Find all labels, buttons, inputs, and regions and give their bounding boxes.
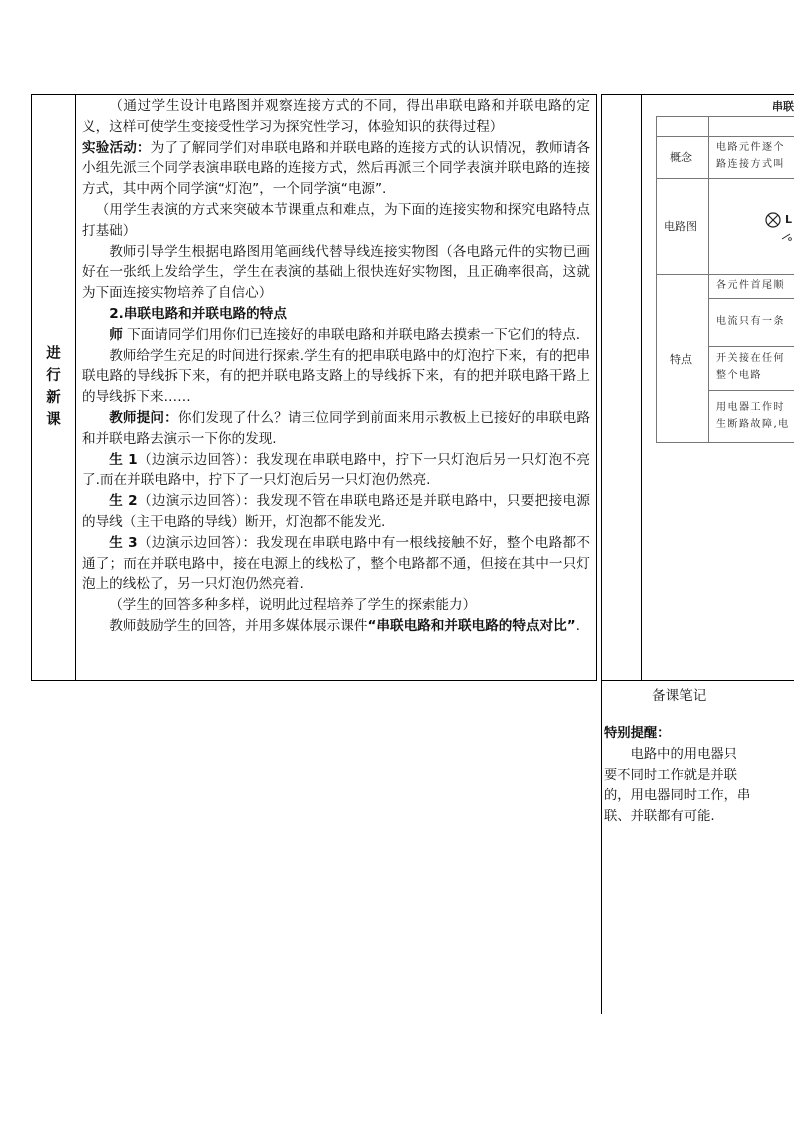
table-row-line-3 bbox=[656, 274, 794, 275]
row-features-label: 特点 bbox=[670, 353, 692, 366]
table-row-line-2 bbox=[656, 178, 794, 179]
notes-line-4: 联、并联都有可能. bbox=[604, 809, 715, 825]
feature-2: 电流只有一条 bbox=[716, 316, 785, 327]
paragraph-experiment bbox=[82, 138, 590, 200]
feature-3-line-2: 整个电路 bbox=[716, 370, 762, 381]
student-1-label: 生 1 bbox=[109, 451, 138, 468]
row-concept-text-1: 电路元件逐个 bbox=[716, 142, 785, 153]
feature-4-line-1: 用电器工作时 bbox=[716, 402, 785, 413]
paragraph-performance-note: （用学生表演的方式来突破本节课重点和难点，为下面的连接实物和探究电路特点打基础） bbox=[82, 201, 590, 239]
diagram-lamp-label: L bbox=[785, 213, 793, 226]
table-row-line-5 bbox=[708, 346, 794, 347]
question-label: 教师提问： bbox=[109, 409, 178, 426]
table-row-line-4 bbox=[708, 298, 794, 299]
teacher-label: 师 bbox=[109, 326, 123, 343]
comparison-table-header: 串联 bbox=[772, 100, 794, 113]
notes-top-border bbox=[601, 94, 794, 95]
notes-left-border bbox=[601, 94, 602, 1014]
notes-box-bottom bbox=[601, 680, 794, 681]
feature-3-line-1: 开关接在任何 bbox=[716, 353, 785, 364]
lamp-icon bbox=[766, 213, 780, 227]
student-3-label: 生 3 bbox=[109, 534, 138, 551]
table-label-divider bbox=[75, 94, 76, 681]
notes-line-3: 的，用电器同时工作，串 bbox=[604, 788, 751, 804]
paragraph-student-1: 生 1（边演示边回答）：我发现在串联电路中，拧下一只灯泡后另一只灯泡不亮了.而在并联电路中，拧下了一只灯泡后另一只灯泡仍然亮. bbox=[82, 451, 590, 489]
table-bottom-border bbox=[31, 680, 597, 681]
notes-inner-border bbox=[641, 94, 642, 680]
paragraph-teacher: 师 下面请同学们用你们已连接好的串联电路和并联电路去摸索一下它们的特点. bbox=[109, 326, 581, 343]
feature-4-line-2: 生断路故障,电 bbox=[716, 419, 790, 430]
table-row-line-1 bbox=[656, 136, 794, 137]
row-diagram-label: 电路图 bbox=[664, 220, 697, 233]
experiment-label: 实验活动： bbox=[82, 139, 151, 156]
table-col-line-left bbox=[656, 116, 657, 443]
courseware-title: “串联电路和并联电路的特点对比” bbox=[367, 617, 576, 634]
row-concept-label: 概念 bbox=[670, 151, 692, 164]
notes-label: 特别提醒： bbox=[604, 726, 671, 741]
notes-body bbox=[604, 724, 756, 828]
paragraph-design-note: （通过学生设计电路图并观察连接方式的不同，得出串联电路和并联电路的定义，这样可使学生变接受性学习为探究性学习，体验知识的获得过程） bbox=[82, 98, 590, 135]
paragraph-student-2: 生 2（边演示边回答）：我发现不管在串联电路还是并联电路中，只要把接电源的导线（主干电路的导线）断开，灯泡都不能发光. bbox=[82, 493, 590, 530]
paragraph-exploration: 教师给学生充足的时间进行探索.学生有的把串联电路中的灯泡拧下来，有的把串联电路的导线拆下来，有的把并联电路支路上的导线拆下来，有的把并联电路干路上的导线拆下来…… bbox=[82, 347, 590, 406]
section-heading: 2.串联电路和并联电路的特点 bbox=[109, 305, 287, 322]
feature-1: 各元件首尾顺 bbox=[716, 280, 785, 291]
experiment-text: 为了了解同学们对串联电路和并联电路的连接方式的认识情况，教师请各小组先派三个同学表演串联电路的连接方式，然后再派三个同学表演并联电路的连接方式，其中两个同学演“灯泡”，一个同学演“电源”. bbox=[82, 139, 591, 198]
table-row-line-top bbox=[656, 116, 794, 117]
table-row-line-6 bbox=[708, 390, 794, 391]
paragraph-encourage: 教师鼓励学生的回答，并用多媒体展示课件“串联电路和并联电路的特点对比”. bbox=[109, 617, 580, 634]
paragraph-answers-note: （学生的回答多种多样，说明此过程培养了学生的探索能力） bbox=[109, 597, 477, 614]
paragraph-student-3: 生 3（边演示边回答）：我发现在串联电路中有一根线接触不好，整个电路都不通了；而在并联电路中，接在电源上的线松了，整个电路都不通，但接在其中一只灯泡上的线松了，另一只灯泡仍然亮着. bbox=[82, 534, 590, 593]
paragraph-question: 教师提问：你们发现了什么？请三位同学到前面来用示教板上已接好的串联电路和并联电路去演示一下你的发现. bbox=[82, 409, 591, 447]
notes-title: 备课笔记 bbox=[652, 688, 707, 704]
table-right-border bbox=[596, 94, 597, 681]
lesson-content bbox=[82, 96, 590, 637]
table-row-line-bottom bbox=[656, 442, 794, 443]
paragraph-guidance: 教师引导学生根据电路图用笔画线代替导线连接实物图（各电路元件的实物已画好在一张纸上发给学生，学生在表演的基础上很快连好实物图，且正确率很高，这就为下面连接实物培养了自信心） bbox=[82, 243, 590, 302]
notes-line-1: 电路中的用电器只 bbox=[630, 746, 737, 762]
notes-line-2: 要不同时工作就是并联 bbox=[604, 767, 737, 783]
table-col-line-mid bbox=[708, 116, 709, 443]
row-concept-text-2: 路连接方式叫 bbox=[716, 159, 785, 170]
table-top-border bbox=[31, 94, 597, 95]
section-label-cell bbox=[32, 94, 75, 680]
student-2-label: 生 2 bbox=[109, 493, 138, 510]
section-label: 进行新课 bbox=[46, 346, 61, 428]
